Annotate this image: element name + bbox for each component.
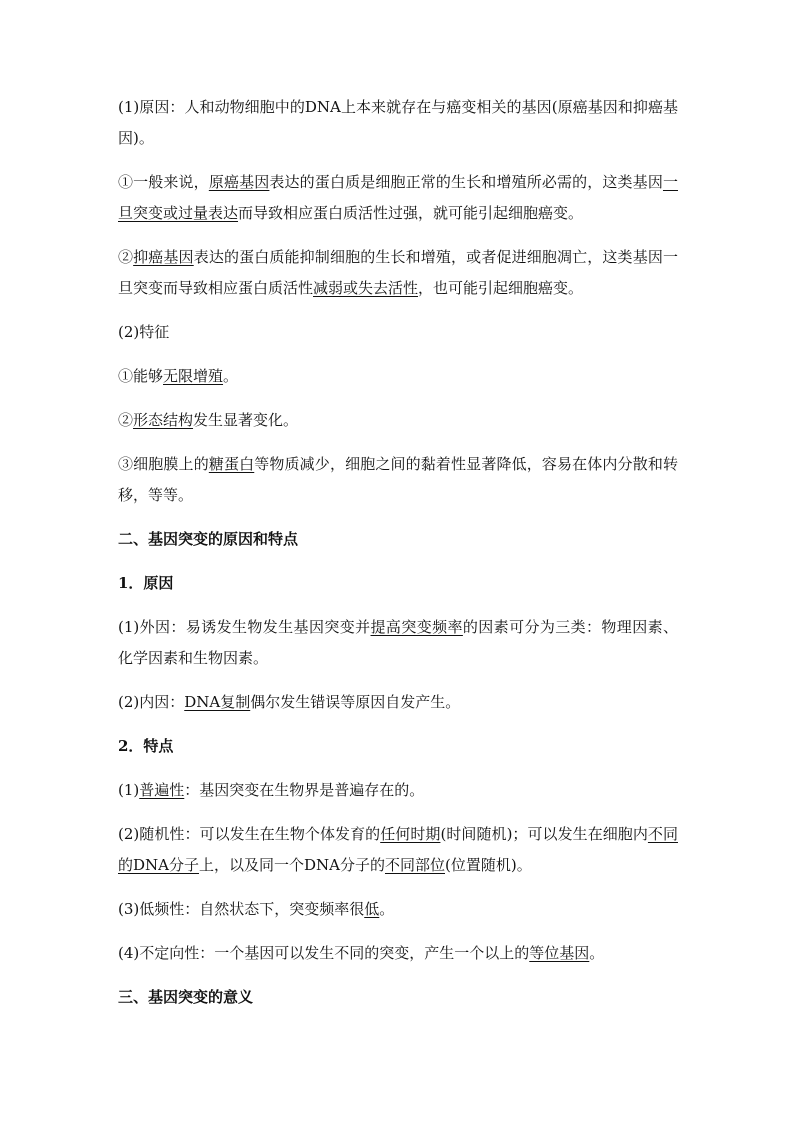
paragraph (118, 775, 678, 806)
document-body (118, 92, 678, 1013)
text-span: 上，以及同一个DNA分子的 (198, 856, 385, 874)
paragraph (118, 819, 678, 881)
text-span: 发生显著变化。 (193, 411, 299, 429)
underlined-key-term: 糖蛋白 (208, 455, 255, 473)
text-span: ② (118, 411, 134, 429)
text-span: 的因素可分为三类：物理因素、化学因素和生物因素。 (118, 618, 678, 667)
text-span: (2)内因： (118, 693, 185, 711)
text-span: (1)外因：易诱发生物发生基因突变并 (118, 618, 371, 636)
text-span: 2．特点 (118, 737, 174, 755)
text-span: (2)特征 (118, 323, 170, 341)
underlined-key-term: 抑癌基因 (133, 248, 194, 266)
section-heading (118, 982, 678, 1013)
text-span: 三、基因突变的意义 (118, 988, 254, 1006)
paragraph (118, 938, 678, 969)
text-span: ③细胞膜上的 (118, 455, 209, 473)
paragraph (118, 317, 678, 348)
text-span: ，也可能引起细胞癌变。 (418, 279, 584, 297)
text-span: (3)低频性：自然状态下，突变频率很 (118, 900, 365, 918)
paragraph (118, 92, 678, 154)
text-span: ：基因突变在生物界是普遍存在的。 (184, 781, 425, 799)
text-span: ② (118, 248, 134, 266)
text-span: 表达的蛋白质能抑制细胞的生长和增殖，或者促进细胞凋亡，这类基因一旦突变而导致相应蛋白质活性 (118, 248, 678, 297)
text-span: ①能够 (118, 367, 164, 385)
text-span: 等物质减少，细胞之间的黏着性显著降低，容易在体内分散和转移，等等。 (118, 455, 678, 504)
text-span: 1．原因 (118, 574, 174, 592)
underlined-key-term: 减弱或失去活性 (313, 279, 419, 297)
text-span: 表达的蛋白质是细胞正常的生长和增殖所必需的，这类基因 (269, 173, 663, 191)
underlined-key-term: 提高突变频率 (370, 618, 463, 636)
text-span: 偶尔发生错误等原因自发产生。 (250, 693, 461, 711)
underlined-key-term: 等位基因 (529, 944, 590, 962)
text-span: (4)不定向性：一个基因可以发生不同的突变，产生一个以上的 (118, 944, 530, 962)
section-heading (118, 524, 678, 555)
text-span: (1)原因：人和动物细胞中的DNA上本来就存在与癌变相关的基因(原癌基因和抑癌基因)。 (118, 98, 678, 147)
section-heading (118, 568, 678, 599)
paragraph (118, 361, 678, 392)
underlined-key-term: 一旦突变或过量表达 (118, 173, 678, 222)
paragraph (118, 687, 678, 718)
text-span: (时间随机)；可以发生在细胞内 (440, 825, 648, 843)
paragraph (118, 612, 678, 674)
text-span: 。 (223, 367, 239, 385)
text-span: 。 (589, 944, 605, 962)
underlined-key-term: 不同的DNA分子 (118, 825, 678, 874)
underlined-key-term: 不同部位 (384, 856, 445, 874)
text-span: (位置随机)。 (445, 856, 532, 874)
text-span: 而导致相应蛋白质活性过强，就可能引起细胞癌变。 (238, 204, 584, 222)
text-span: 二、基因突变的原因和特点 (118, 530, 299, 548)
underlined-key-term: 普遍性 (139, 781, 185, 799)
document-page (118, 92, 678, 1026)
paragraph (118, 167, 678, 229)
underlined-key-term: 无限增殖 (163, 367, 224, 385)
underlined-key-term: 低 (364, 900, 380, 918)
text-span: (1) (118, 781, 140, 799)
paragraph (118, 242, 678, 304)
paragraph (118, 449, 678, 511)
underlined-key-term: 形态结构 (133, 411, 194, 429)
section-heading (118, 731, 678, 762)
paragraph (118, 894, 678, 925)
underlined-key-term: 任何时期 (380, 825, 441, 843)
paragraph (118, 405, 678, 436)
text-span: (2)随机性：可以发生在生物个体发育的 (118, 825, 381, 843)
underlined-key-term: 原癌基因 (208, 173, 270, 191)
underlined-key-term: DNA复制 (184, 693, 251, 711)
text-span: ①一般来说， (118, 173, 209, 191)
text-span: 。 (379, 900, 395, 918)
